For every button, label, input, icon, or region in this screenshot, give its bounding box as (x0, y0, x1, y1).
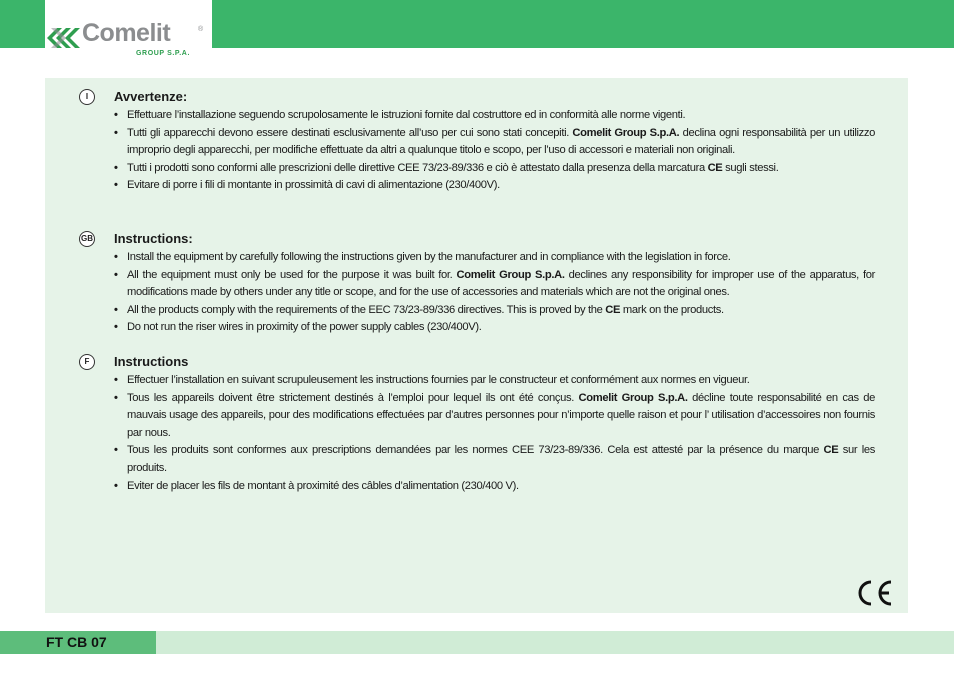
text-run: décline toute responsabilité en cas de mauvais usage des appareils, pour des modifications effectuées par d’autres personnes pour n’importe quelle raison et pour l’ utilisation d’accessoires non fournis par nous. (127, 391, 875, 439)
bullet-item (113, 125, 875, 160)
bullet-list (113, 107, 875, 195)
brand-name: Comelit (82, 19, 171, 47)
lang-french-icon: F (79, 354, 95, 370)
text-run: Effettuare l’installazione seguendo scrupolosamente le istruzioni fornite dal costruttore ed in conformità alle norme vigenti. (127, 109, 686, 121)
section-title: Instructions (114, 354, 189, 369)
bold-term: CE (707, 161, 723, 174)
bullet-list (113, 372, 875, 495)
text-run: Eviter de placer les fils de montant à proximité des câbles d’alimentation (230/400 V). (127, 479, 519, 492)
text-run: All the equipment must only be used for the purpose it was built for. (127, 268, 457, 281)
text-run: Install the equipment by carefully following the instructions given by the manufacturer and in compliance with the legislation in force. (127, 251, 731, 263)
bold-term: CE (605, 303, 621, 316)
bullet-item (113, 372, 875, 390)
text-run: sugli stessi. (722, 161, 779, 174)
text-run: Tous les produits sont conformes aux prescriptions demandées par les normes CEE 73/23-89/336. Cela est attesté par la présence du marque (127, 444, 824, 457)
lang-english-icon: GB (79, 231, 95, 247)
bold-term: Comelit Group S.p.A. (578, 391, 688, 404)
text-run: Effectuer l’installation en suivant scrupuleusement les instructions fournies par le constructeur et conformément aux normes en vigueur. (127, 374, 750, 386)
text-run: Evitare di porre i fili di montante in prossimità di cavi di alimentazione (230/400V). (127, 179, 500, 192)
bold-term: Comelit Group S.p.A. (456, 268, 565, 281)
bullet-item (113, 302, 875, 320)
bullet-item (113, 478, 875, 496)
bullet-item (113, 107, 875, 125)
text-run: Tous les appareils doivent être strictement destinés à l’emploi pour lequel ils ont été conçus. (127, 391, 579, 404)
text-run: Do not run the riser wires in proximity of the power supply cables (230/400V). (127, 321, 482, 334)
bullet-item (113, 442, 875, 477)
text-run: declina ogni responsabilità per un utilizzo improprio degli apparecchi, per modifiche effettuate da altri a qualunque titolo e scopo, per l’uso di accessori e materiali non originali. (127, 126, 875, 157)
comelit-chevron-logo-icon (47, 24, 83, 52)
registered-mark-icon: ® (198, 26, 204, 33)
text-run: Tutti gli apparecchi devono essere destinati esclusivamente all’uso per cui sono stati concepiti. (127, 126, 573, 139)
bold-term: Comelit Group S.p.A. (572, 126, 680, 139)
bullet-list (113, 249, 875, 337)
bullet-item (113, 160, 875, 178)
bullet-item (113, 319, 875, 337)
bullet-item (113, 249, 875, 267)
warnings-panel (45, 78, 908, 613)
text-run: All the products comply with the requirements of the EEC 73/23-89/336 directives. This is proved by the (127, 303, 606, 316)
brand-subtitle: GROUP S.P.A. (136, 50, 191, 57)
document-code: FT CB 07 (0, 631, 156, 654)
bullet-item (113, 390, 875, 443)
bullet-item (113, 177, 875, 195)
text-run: Tutti i prodotti sono conformi alle prescrizioni delle direttive CEE 73/23-89/336 e ciò è attestato dalla presenza della marcatura (127, 161, 708, 174)
comelit-logo (45, 0, 212, 59)
text-run: sur les produits. (127, 444, 875, 474)
lang-italian-icon: I (79, 89, 95, 105)
ce-mark-icon (854, 578, 894, 608)
text-run: mark on the products. (620, 303, 724, 316)
section-title: Instructions: (114, 231, 193, 246)
bold-term: CE (823, 444, 839, 457)
text-run: declines any responsibility for improper use of the apparatus, for modifications made by others under any title or scope, and for the use of accessories and materials which are not the original ones. (127, 268, 876, 299)
section-title: Avvertenze: (114, 89, 188, 104)
bullet-item (113, 267, 875, 302)
